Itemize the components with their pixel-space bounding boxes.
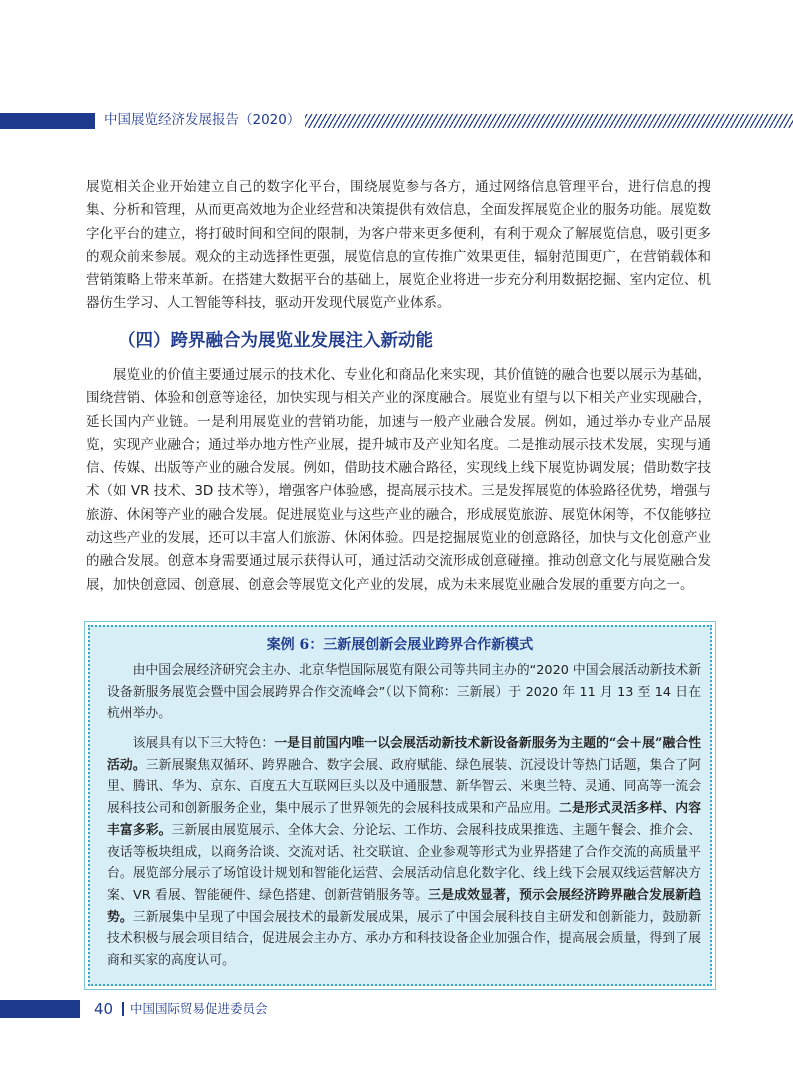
intro-paragraph: 展览相关企业开始建立自己的数字化平台，围绕展览参与各方，通过网络信息管理平台，进行信息的搜集、分析和管理，从而更高效地为企业经营和决策提供有效信息，全面发挥展览企业的服务功能。展览数字化平台的建立，将打破时间和空间的限制，为客户带来更多便利，有利于观众了解展览信息，吸引更多的观众前来参展。观众的主动选择性更强，展览信息的宣传推广效果更佳，辐射范围更广，在营销载体和营销策略上带来革新。在搭建大数据平台的基础上，展览企业将进一步充分利用数据挖掘、室内定位、机器仿生学习、人工智能等科技，驱动开发现代展览产业体系。 [86, 179, 711, 312]
case-feature-3-text: 三新展集中呈现了中国会展技术的最新发展成果，展示了中国会展科技自主研发和创新能力，鼓励新技术积极与展会项目结合，促进展会主办方、承办方和科技设备企业加强合作，提高展会质量，得到了展商和买家的高度认可。 [107, 909, 702, 969]
case-feature-3-heading: 三是成效显著，预示会展经济跨界融合发展新趋势。 [107, 887, 702, 925]
case-study-title: 案例 6：三新展创新会展业跨界合作新模式 [266, 637, 534, 653]
case-study-paragraph-2 [107, 733, 701, 972]
header-accent-bar [0, 113, 95, 129]
case-feature-1-text: 三新展聚焦双循环、跨界融合、数字会展、政府赋能、绿色展装、沉浸设计等热门话题，集合了阿里、腾讯、华为、京东、百度五大互联网巨头以及中通服慧、新华智云、米奥兰特、灵通、同高等一流会展科技公司和创新服务企业，集中展示了世界领先的会展科技成果和产品应用。 [107, 757, 702, 817]
running-header-title: 中国展览经济发展报告（2020） [104, 112, 301, 128]
section-heading: （四）跨界融合为展览业发展注入新动能 [118, 331, 433, 351]
header-hatch-decoration [305, 114, 793, 128]
footer-accent-bar [0, 1000, 80, 1018]
case-intro-text: 该展具有以下三大特色： [132, 736, 275, 751]
case-feature-2-text: 三新展由展览展示、全体大会、分论坛、工作坊、会展科技成果推选、主题午餐会、推介会、夜话等板块组成，以商务洽谈、交流对话、社交联谊、企业参观等形式为业界搭建了合作交流的高质量平台。展览部分展示了场馆设计规划和智能化运营、会展活动信息化数字化、线上线下会展双线运营解决方案、VR 看展、智能硬件、绿色搭建、创新营销服务等。 [107, 822, 701, 903]
case-feature-1-heading: 一是目前国内唯一以会展活动新技术新设备新服务为主题的“会＋展”融合性活动。 [107, 736, 701, 773]
case-feature-2-heading: 二是形式灵活多样、内容丰富多彩。 [107, 801, 702, 838]
page-number: 40 [94, 1000, 114, 1018]
case-study-box [88, 625, 712, 986]
footer-organization: 中国国际贸易促进委员会 [130, 1001, 268, 1016]
case-study-paragraph-1: 由中国会展经济研究会主办、北京华恺国际展览有限公司等共同主办的“2020 中国会展活动新技术新设备新服务展览会暨中国会展跨界合作交流峰会”（以下简称：三新展）于 2020 年 11 月 13 至 14 日在杭州举办。 [107, 663, 701, 722]
footer-divider [122, 1002, 124, 1016]
section-paragraph: 展览业的价值主要通过展示的技术化、专业化和商品化来实现，其价值链的融合也要以展示为基础，围绕营销、体验和创意等途径，加快实现与相关产业的深度融合。展览业有望与以下相关产业实现融合，延长国内产业链。一是利用展览业的营销功能，加速与一般产业融合发展。例如，通过举办专业产品展览，实现产业融合；通过举办地方性产业展，提升城市及产业知名度。二是推动展示技术发展，实现与通信、传媒、出版等产业的融合发展。例如，借助技术融合路径，实现线上线下展览协调发展；借助数字技术（如 VR 技术、3D 技术等），增强客户体验感，提高展示技术。三是发挥展览的体验路径优势，增强与旅游、休闲等产业的融合发展。促进展览业与这些产业的融合，形成展览旅游、展览休闲等，不仅能够拉动这些产业的发展，还可以丰富人们旅游、休闲体验。四是挖掘展览业的创意路径，加快与文化创意产业的融合发展。创意本身需要通过展示获得认可，通过活动交流形成创意碰撞。推动创意文化与展览融合发展，加快创意园、创意展、创意会等展览文化产业的发展，成为未来展览业融合发展的重要方向之一。 [86, 367, 711, 593]
